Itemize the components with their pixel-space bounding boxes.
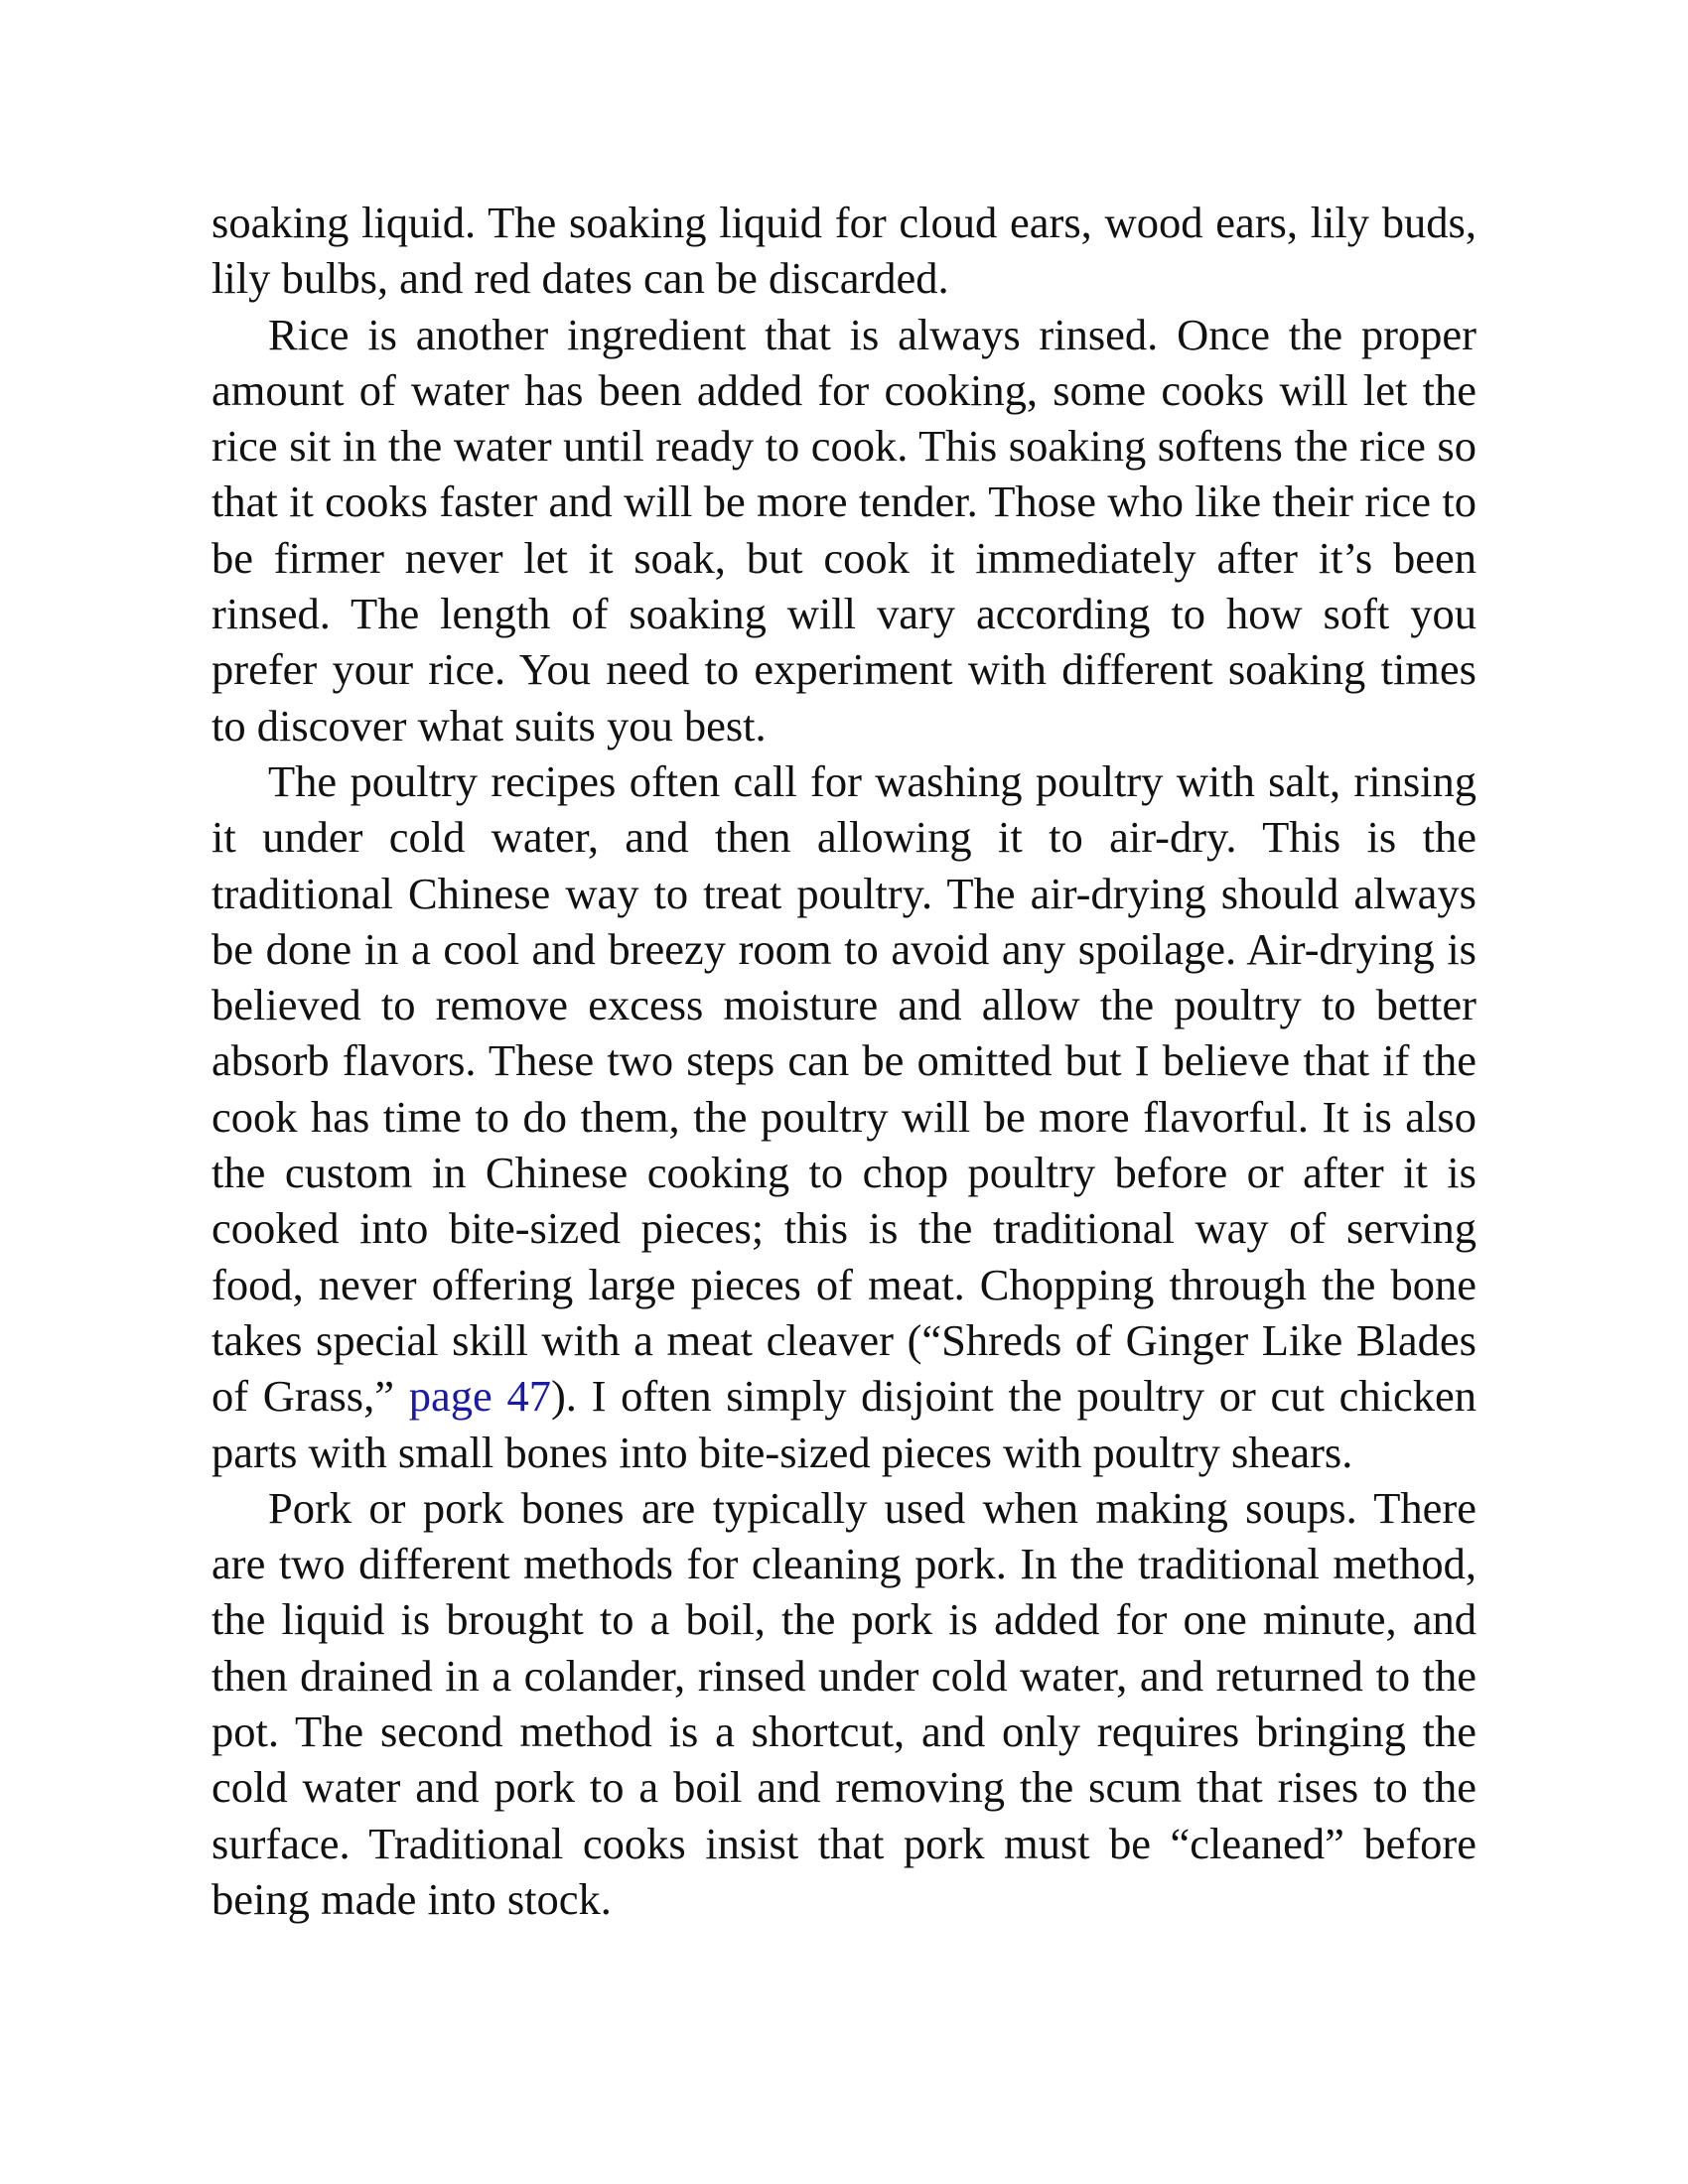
page-47-link[interactable]: page 47 bbox=[408, 1371, 551, 1422]
paragraph-soaking-liquid: soaking liquid. The soaking liquid for cloud ears, wood ears, lily buds, lily bulbs, and red dates can be discarded. bbox=[211, 198, 1477, 304]
page-body bbox=[211, 195, 1477, 1927]
paragraph-poultry-text-end: ). I often simply disjoint the poultry or cut chicken parts with small bones into bite-sized pieces with poultry shears. bbox=[211, 1371, 1477, 1477]
paragraph-pork: Pork or pork bones are typically used when making soups. There are two different methods for cleaning pork. In the traditional method, the liquid is brought to a boil, the pork is added for one minute, and then drained in a colander, rinsed under cold water, and returned to the pot. The second method is a shortcut, and only requires bringing the cold water and pork to a boil and removing the scum that rises to the surface. Traditional cooks insist that pork must be “cleaned” before being made into stock. bbox=[211, 1482, 1477, 1924]
paragraph-rice: Rice is another ingredient that is always rinsed. Once the proper amount of water has been added for cooking, some cooks will let the rice sit in the water until ready to cook. This soaking softens the rice so that it cooks faster and will be more tender. Those who like their rice to be firmer never let it soak, but cook it immediately after it’s been rinsed. The length of soaking will vary according to how soft you prefer your rice. You need to experiment with different soaking times to discover what suits you best. bbox=[211, 309, 1477, 751]
paragraph-poultry bbox=[211, 753, 1477, 1480]
paragraph-poultry-text: The poultry recipes often call for washing poultry with salt, rinsing it under cold water, and then allowing it to air-dry. This is the traditional Chinese way to treat poultry. The air-drying should always be done in a cool and breezy room to avoid any spoilage. Air-drying is believed to remove excess moisture and allow the poultry to better absorb flavors. These two steps can be omitted but I believe that if the cook has time to do them, the poultry will be more flavorful. It is also the custom in Chinese cooking to chop poultry before or after it is cooked into bite-sized pieces; this is the traditional way of serving food, never offering large pieces of meat. Chopping through the bone takes special skill with a meat cleaver (“Shreds of Ginger Like Blades of Grass,” bbox=[211, 755, 1477, 1422]
